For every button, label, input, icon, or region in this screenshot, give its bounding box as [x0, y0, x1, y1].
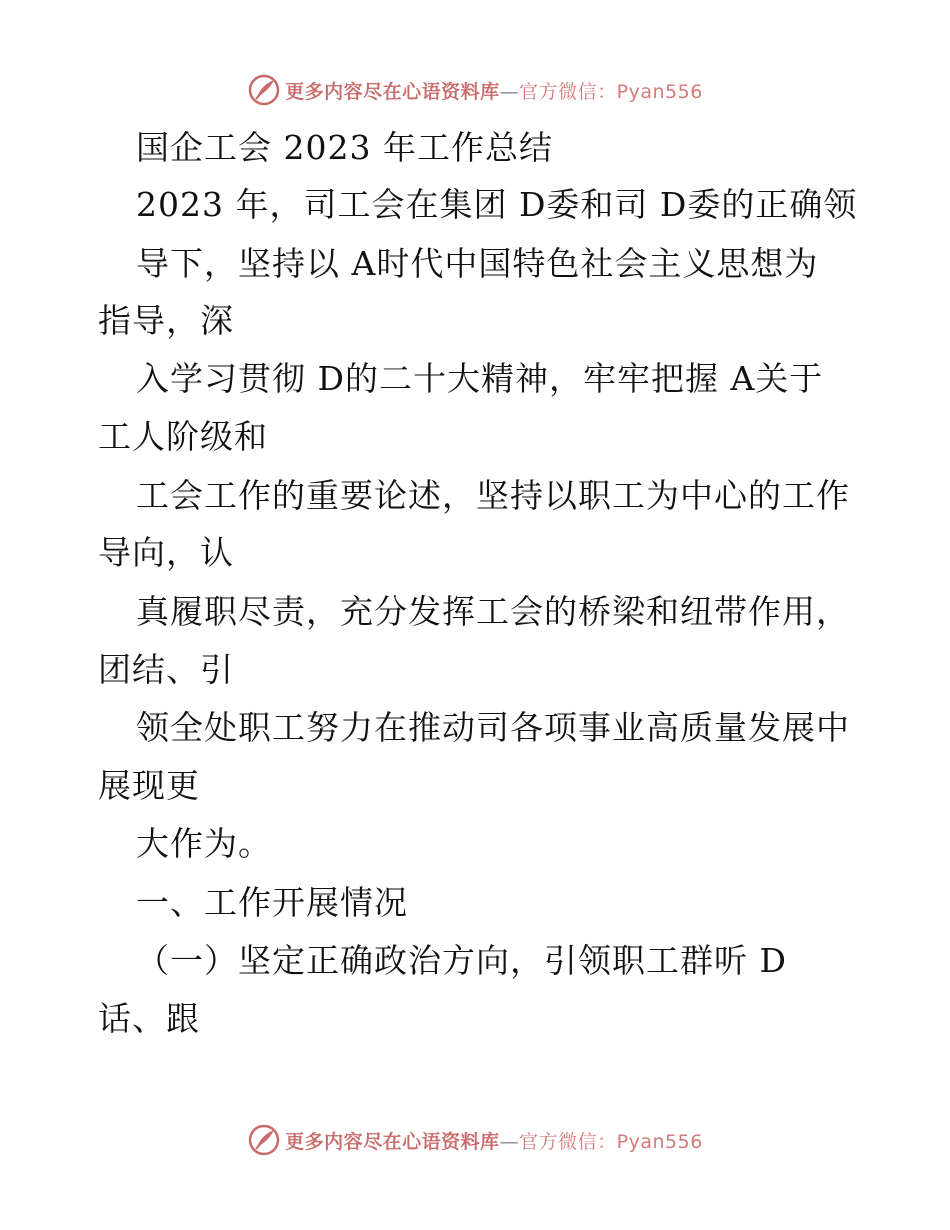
watermark-main-text: 更多内容尽在心语资料库	[285, 80, 500, 103]
header-watermark	[0, 70, 950, 110]
paragraph-line: 展现更	[98, 766, 200, 805]
feather-quill-logo-icon	[247, 1123, 281, 1157]
paragraph-line: 话、跟	[98, 999, 200, 1038]
watermark-separator: —	[499, 80, 520, 103]
watermark-separator: —	[499, 1130, 520, 1153]
paragraph-line: 领全处职工努力在推动司各项事业高质量发展中	[136, 708, 850, 747]
footer-watermark	[0, 1120, 950, 1160]
watermark-sub-text: 官方微信：Pyan556	[519, 80, 703, 103]
paragraph-line: 工会工作的重要论述，坚持以职工为中心的工作	[136, 476, 850, 515]
paragraph-line: 真履职尽责，充分发挥工会的桥梁和纽带作用，	[136, 592, 850, 631]
paragraph-line: 团结、引	[98, 650, 234, 689]
paragraph-line: 指导，深	[98, 301, 234, 340]
paragraph-line: 导向，认	[98, 533, 234, 572]
subsection-heading: （一）坚定正确政治方向，引领职工群听 D	[136, 941, 787, 980]
paragraph-line: 入学习贯彻 D的二十大精神，牢牢把握 A关于	[136, 359, 824, 398]
paragraph-line: 2023 年，司工会在集团 D委和司 D委的正确领	[136, 185, 858, 224]
watermark-main-text: 更多内容尽在心语资料库	[285, 1130, 500, 1153]
feather-quill-logo-icon	[247, 73, 281, 107]
document-title: 国企工会 2023 年工作总结	[136, 128, 553, 167]
paragraph-line: 大作为。	[136, 824, 272, 863]
paragraph-line: 工人阶级和	[98, 417, 268, 456]
watermark-sub-text: 官方微信：Pyan556	[519, 1130, 703, 1153]
paragraph-line: 导下，坚持以 A时代中国特色社会主义思想为	[136, 244, 819, 283]
section-heading: 一、工作开展情况	[136, 883, 408, 922]
